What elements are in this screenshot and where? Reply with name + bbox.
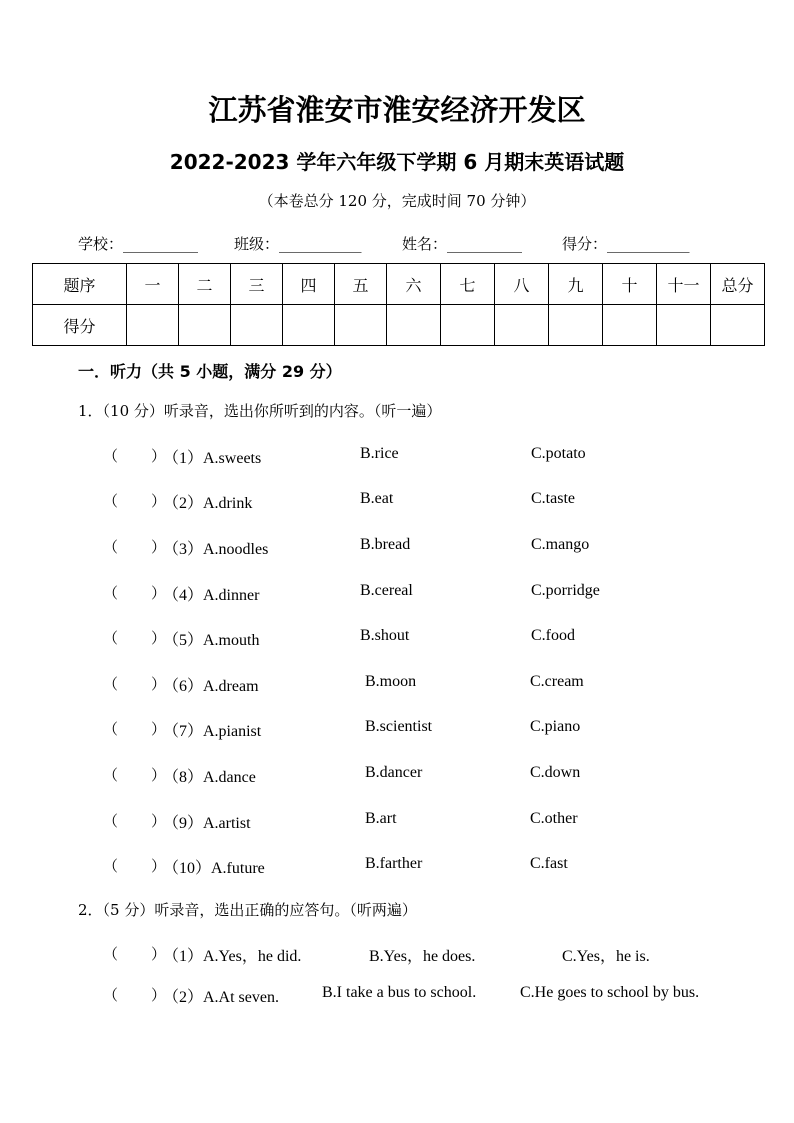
option-c: C.porridge (531, 582, 600, 599)
header-cell: 总分 (711, 264, 765, 305)
option-a: （2）A.drink (163, 495, 253, 512)
header-cell: 五 (335, 264, 387, 305)
option-c: C.cream (530, 673, 584, 690)
header-cell: 三 (231, 264, 283, 305)
answer-paren-open[interactable]: （ (103, 986, 119, 1004)
header-cell: 一 (127, 264, 179, 305)
score-field: 得分：___________ (562, 235, 690, 253)
option-b: B.dancer (365, 764, 423, 781)
score-table-score-row (33, 305, 765, 346)
option-b: B.Yes，he does. (369, 948, 476, 965)
score-cell[interactable] (657, 305, 711, 346)
answer-paren-open[interactable]: （ (103, 538, 119, 556)
answer-paren-close: ） (151, 492, 167, 510)
answer-paren-close: ） (151, 857, 167, 875)
header-cell: 七 (441, 264, 495, 305)
answer-paren-close: ） (151, 766, 167, 784)
score-cell[interactable] (335, 305, 387, 346)
class-field: 班级：___________ (234, 235, 362, 253)
option-c: C.fast (530, 855, 568, 872)
question-2-prompt: 2．（5 分）听录音，选出正确的应答句。（听两遍） (78, 901, 417, 919)
answer-paren-close: ） (151, 945, 167, 963)
answer-paren-close: ） (151, 720, 167, 738)
option-a: （4）A.dinner (163, 587, 260, 604)
option-b: B.bread (360, 536, 411, 553)
answer-paren-close: ） (151, 629, 167, 647)
exam-title: 江苏省淮安市淮安经济开发区 (208, 93, 586, 127)
row-label-cell: 得分 (33, 305, 127, 346)
exam-note: （本卷总分 120 分，完成时间 70 分钟） (258, 192, 536, 210)
option-c: C.Yes，he is. (562, 948, 650, 965)
option-a: （8）A.dance (163, 769, 256, 786)
answer-paren-open[interactable]: （ (103, 945, 119, 963)
option-a: （2）A.At seven. (163, 989, 279, 1006)
option-b: B.I take a bus to school. (322, 984, 477, 1001)
option-a: （10）A.future (163, 860, 265, 877)
answer-paren-close: ） (151, 584, 167, 602)
name-field: 姓名：__________ (402, 235, 523, 253)
option-c: C.piano (530, 718, 581, 735)
score-cell[interactable] (441, 305, 495, 346)
section-1-heading: 一．听力（共 5 小题，满分 29 分） (78, 362, 342, 381)
answer-paren-open[interactable]: （ (103, 447, 119, 465)
score-cell[interactable] (603, 305, 657, 346)
answer-paren-close: ） (151, 675, 167, 693)
answer-paren-close: ） (151, 812, 167, 830)
option-c: C.mango (531, 536, 590, 553)
option-a: （1）A.Yes，he did. (163, 948, 302, 965)
header-cell: 六 (387, 264, 441, 305)
option-c: C.taste (531, 490, 575, 507)
option-c: C.other (530, 810, 578, 827)
answer-paren-open[interactable]: （ (103, 584, 119, 602)
answer-paren-close: ） (151, 447, 167, 465)
exam-subtitle: 2022-2023 学年六年级下学期 6 月期末英语试题 (169, 150, 625, 174)
answer-paren-open[interactable]: （ (103, 492, 119, 510)
answer-paren-open[interactable]: （ (103, 675, 119, 693)
score-table-header-row (33, 264, 765, 305)
option-b: B.art (365, 810, 397, 827)
answer-paren-open[interactable]: （ (103, 720, 119, 738)
answer-paren-close: ） (151, 986, 167, 1004)
option-a: （3）A.noodles (163, 541, 269, 558)
option-b: B.cereal (360, 582, 413, 599)
header-cell: 十一 (657, 264, 711, 305)
header-cell: 十 (603, 264, 657, 305)
answer-paren-close: ） (151, 538, 167, 556)
score-cell[interactable] (549, 305, 603, 346)
score-cell[interactable] (127, 305, 179, 346)
question-1-prompt: 1．（10 分）听录音，选出你所听到的内容。（听一遍） (78, 402, 442, 420)
option-c: C.down (530, 764, 581, 781)
option-b: B.moon (365, 673, 417, 690)
school-field: 学校：__________ (78, 235, 199, 253)
option-b: B.shout (360, 627, 410, 644)
answer-paren-open[interactable]: （ (103, 812, 119, 830)
option-a: （9）A.artist (163, 815, 251, 832)
score-cell[interactable] (283, 305, 335, 346)
header-cell: 九 (549, 264, 603, 305)
option-c: C.food (531, 627, 575, 644)
header-cell: 四 (283, 264, 335, 305)
option-c: C.potato (531, 445, 586, 462)
score-cell[interactable] (495, 305, 549, 346)
option-b: B.eat (360, 490, 394, 507)
score-cell[interactable] (231, 305, 283, 346)
option-b: B.rice (360, 445, 399, 462)
option-b: B.scientist (365, 718, 433, 735)
answer-paren-open[interactable]: （ (103, 857, 119, 875)
option-a: （6）A.dream (163, 678, 259, 695)
header-cell: 题序 (33, 264, 127, 305)
score-cell[interactable] (179, 305, 231, 346)
option-c: C.He goes to school by bus. (520, 984, 700, 1001)
header-cell: 八 (495, 264, 549, 305)
score-cell[interactable] (387, 305, 441, 346)
answer-paren-open[interactable]: （ (103, 629, 119, 647)
score-table (32, 263, 765, 346)
option-a: （7）A.pianist (163, 723, 262, 740)
option-a: （5）A.mouth (163, 632, 260, 649)
option-b: B.farther (365, 855, 423, 872)
score-cell[interactable] (711, 305, 765, 346)
header-cell: 二 (179, 264, 231, 305)
option-a: （1）A.sweets (163, 450, 262, 467)
answer-paren-open[interactable]: （ (103, 766, 119, 784)
